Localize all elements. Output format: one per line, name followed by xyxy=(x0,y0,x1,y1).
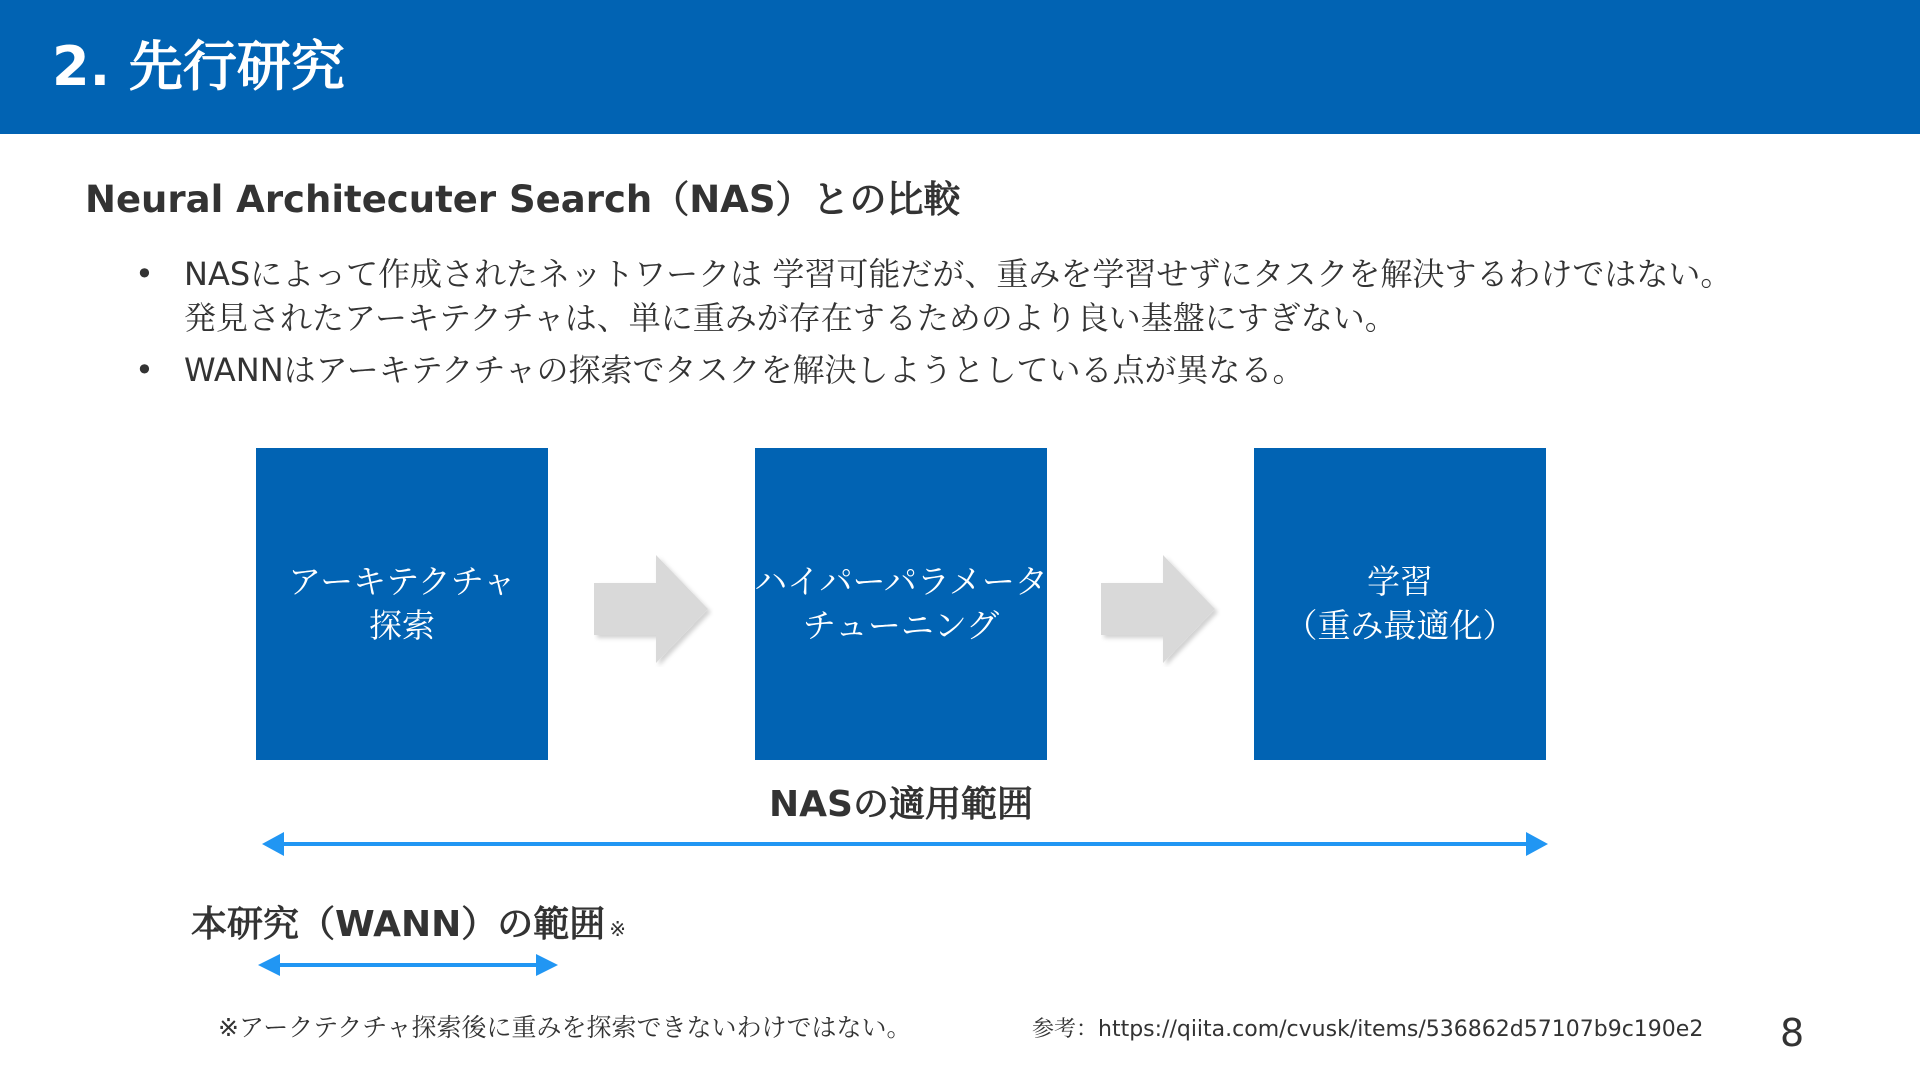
flow-box-training xyxy=(1254,448,1546,760)
flow-box-label: チューニング xyxy=(802,606,1000,645)
bullet-marker: • xyxy=(135,351,154,389)
flow-box-architecture-search xyxy=(256,448,548,760)
section-subtitle: Neural Architecuter Search（NAS）との比較 xyxy=(85,178,961,221)
bullet-text-line: NASによって作成されたネットワークは 学習可能だが、重みを学習せずにタスクを解決するわけではない。 xyxy=(184,255,1733,293)
bullet-text-line: WANNはアーキテクチャの探索でタスクを解決しようとしている点が異なる。 xyxy=(184,351,1305,389)
right-arrow-icon xyxy=(594,555,714,667)
flow-box-label: ハイパーパラメータ xyxy=(754,562,1048,601)
flow-box-label: アーキテクチャ xyxy=(288,562,516,601)
page-number: 8 xyxy=(1780,1011,1805,1055)
double-arrow-icon xyxy=(258,952,558,978)
wann-range-label-text: 本研究（WANN）の範囲 xyxy=(191,904,606,945)
flow-box-hyperparameter-tuning xyxy=(755,448,1047,760)
footnote: ※アークテクチャ探索後に重みを探索できないわけではない。 xyxy=(218,1013,912,1042)
header-bar xyxy=(0,0,1920,134)
bullet-marker: • xyxy=(135,255,154,293)
flow-box-label: 探索 xyxy=(369,606,435,645)
footnote-mark: ※ xyxy=(609,917,626,941)
reference-link[interactable]: 参考：https://qiita.com/cvusk/items/536862d57107b9c190e2 xyxy=(1032,1017,1704,1042)
double-arrow-icon xyxy=(262,830,1548,858)
nas-range-label: NASの適用範囲 xyxy=(769,784,1033,825)
flow-box-label: 学習 xyxy=(1367,562,1433,601)
bullet-list xyxy=(135,252,1732,400)
bullet-item xyxy=(135,252,1732,340)
flow-box-label: （重み最適化） xyxy=(1284,606,1516,645)
page-title: 2. 先行研究 xyxy=(52,35,345,98)
bullet-text-line: 発見されたアーキテクチャは、単に重みが存在するためのより良い基盤にすぎない。 xyxy=(184,299,1397,337)
bullet-item xyxy=(135,348,1732,392)
wann-range-label xyxy=(191,900,626,954)
right-arrow-icon xyxy=(1101,555,1221,667)
